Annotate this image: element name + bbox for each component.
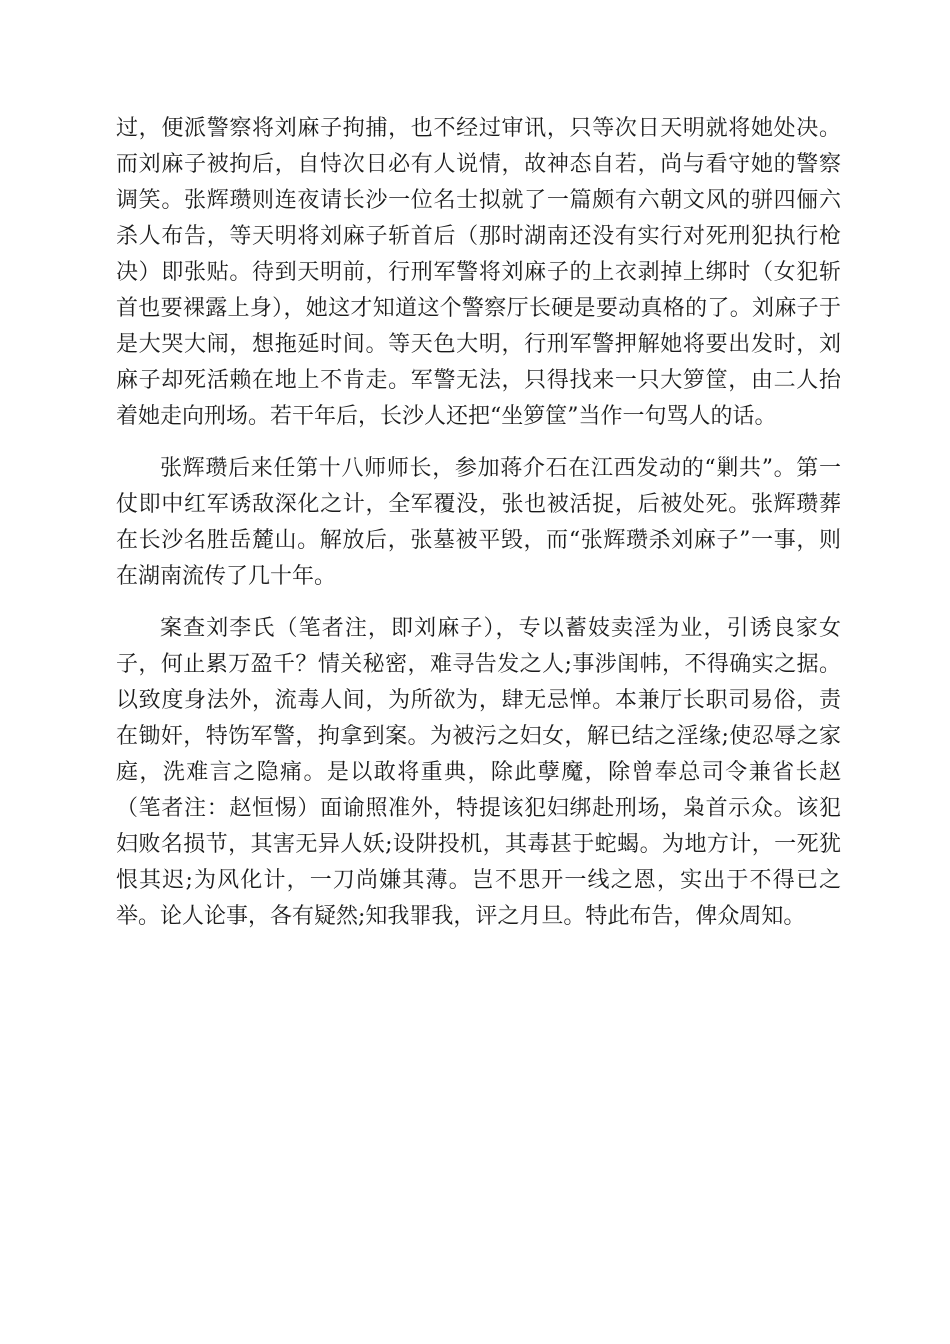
paragraph-1: 过，便派警察将刘麻子拘捕，也不经过审讯，只等次日天明就将她处决。而刘麻子被拘后，自恃次日必有人说情，故神态自若，尚与看守她的警察调笑。张辉瓒则连夜请长沙一位名士拟就了一篇颇有六朝文风的骈四俪六杀人布告，等天明将刘麻子斩首后（那时湖南还没有实行对死刑犯执行枪决）即张贴。待到天明前，行刑军警将刘麻子的上衣剥掉上绑时（女犯斩首也要裸露上身），她这才知道这个警察厅长硬是要动真格的了。刘麻子于是大哭大闹，想拖延时间。等天色大明，行刑军警押解她将要出发时，刘麻子却死活赖在地上不肯走。军警无法，只得找来一只大箩筐，由二人抬着她走向刑场。若干年后，长沙人还把“坐箩筐”当作一句骂人的话。 bbox=[116, 116, 841, 429]
paragraph-2: 张辉瓒后来任第十八师师长，参加蒋介石在江西发动的“剿共”。第一仗即中红军诱敌深化之计，全军覆没，张也被活捉，后被处死。张辉瓒葬在长沙名胜岳麓山。解放后，张墓被平毁，而“张辉瓒杀刘麻子”一事，则在湖南流传了几十年。 bbox=[116, 456, 841, 589]
document-body bbox=[116, 111, 841, 935]
paragraph-3: 案查刘李氏（笔者注，即刘麻子），专以蓄妓卖淫为业，引诱良家女子，何止累万盈千？情关秘密，难寻告发之人;事涉闺帏，不得确实之据。以致度身法外，流毒人间，为所欲为，肆无忌惮。本兼厅长职司易俗，责在锄奸，特饬军警，拘拿到案。为被污之妇女，解已结之淫缘;使忍辱之家庭，洗难言之隐痛。是以敢将重典，除此孽魔，除曾奉总司令兼省长赵（笔者注：赵恒惕）面谕照准外，特提该犯妇绑赴刑场，枭首示众。该犯妇败名损节，其害无异人妖;设阱投机，其毒甚于蛇蝎。为地方计，一死犹恨其迟;为风化计，一刀尚嫌其薄。岂不思开一线之恩，实出于不得已之举。论人论事，各有疑然;知我罪我，评之月旦。特此布告，俾众周知。 bbox=[116, 616, 841, 929]
